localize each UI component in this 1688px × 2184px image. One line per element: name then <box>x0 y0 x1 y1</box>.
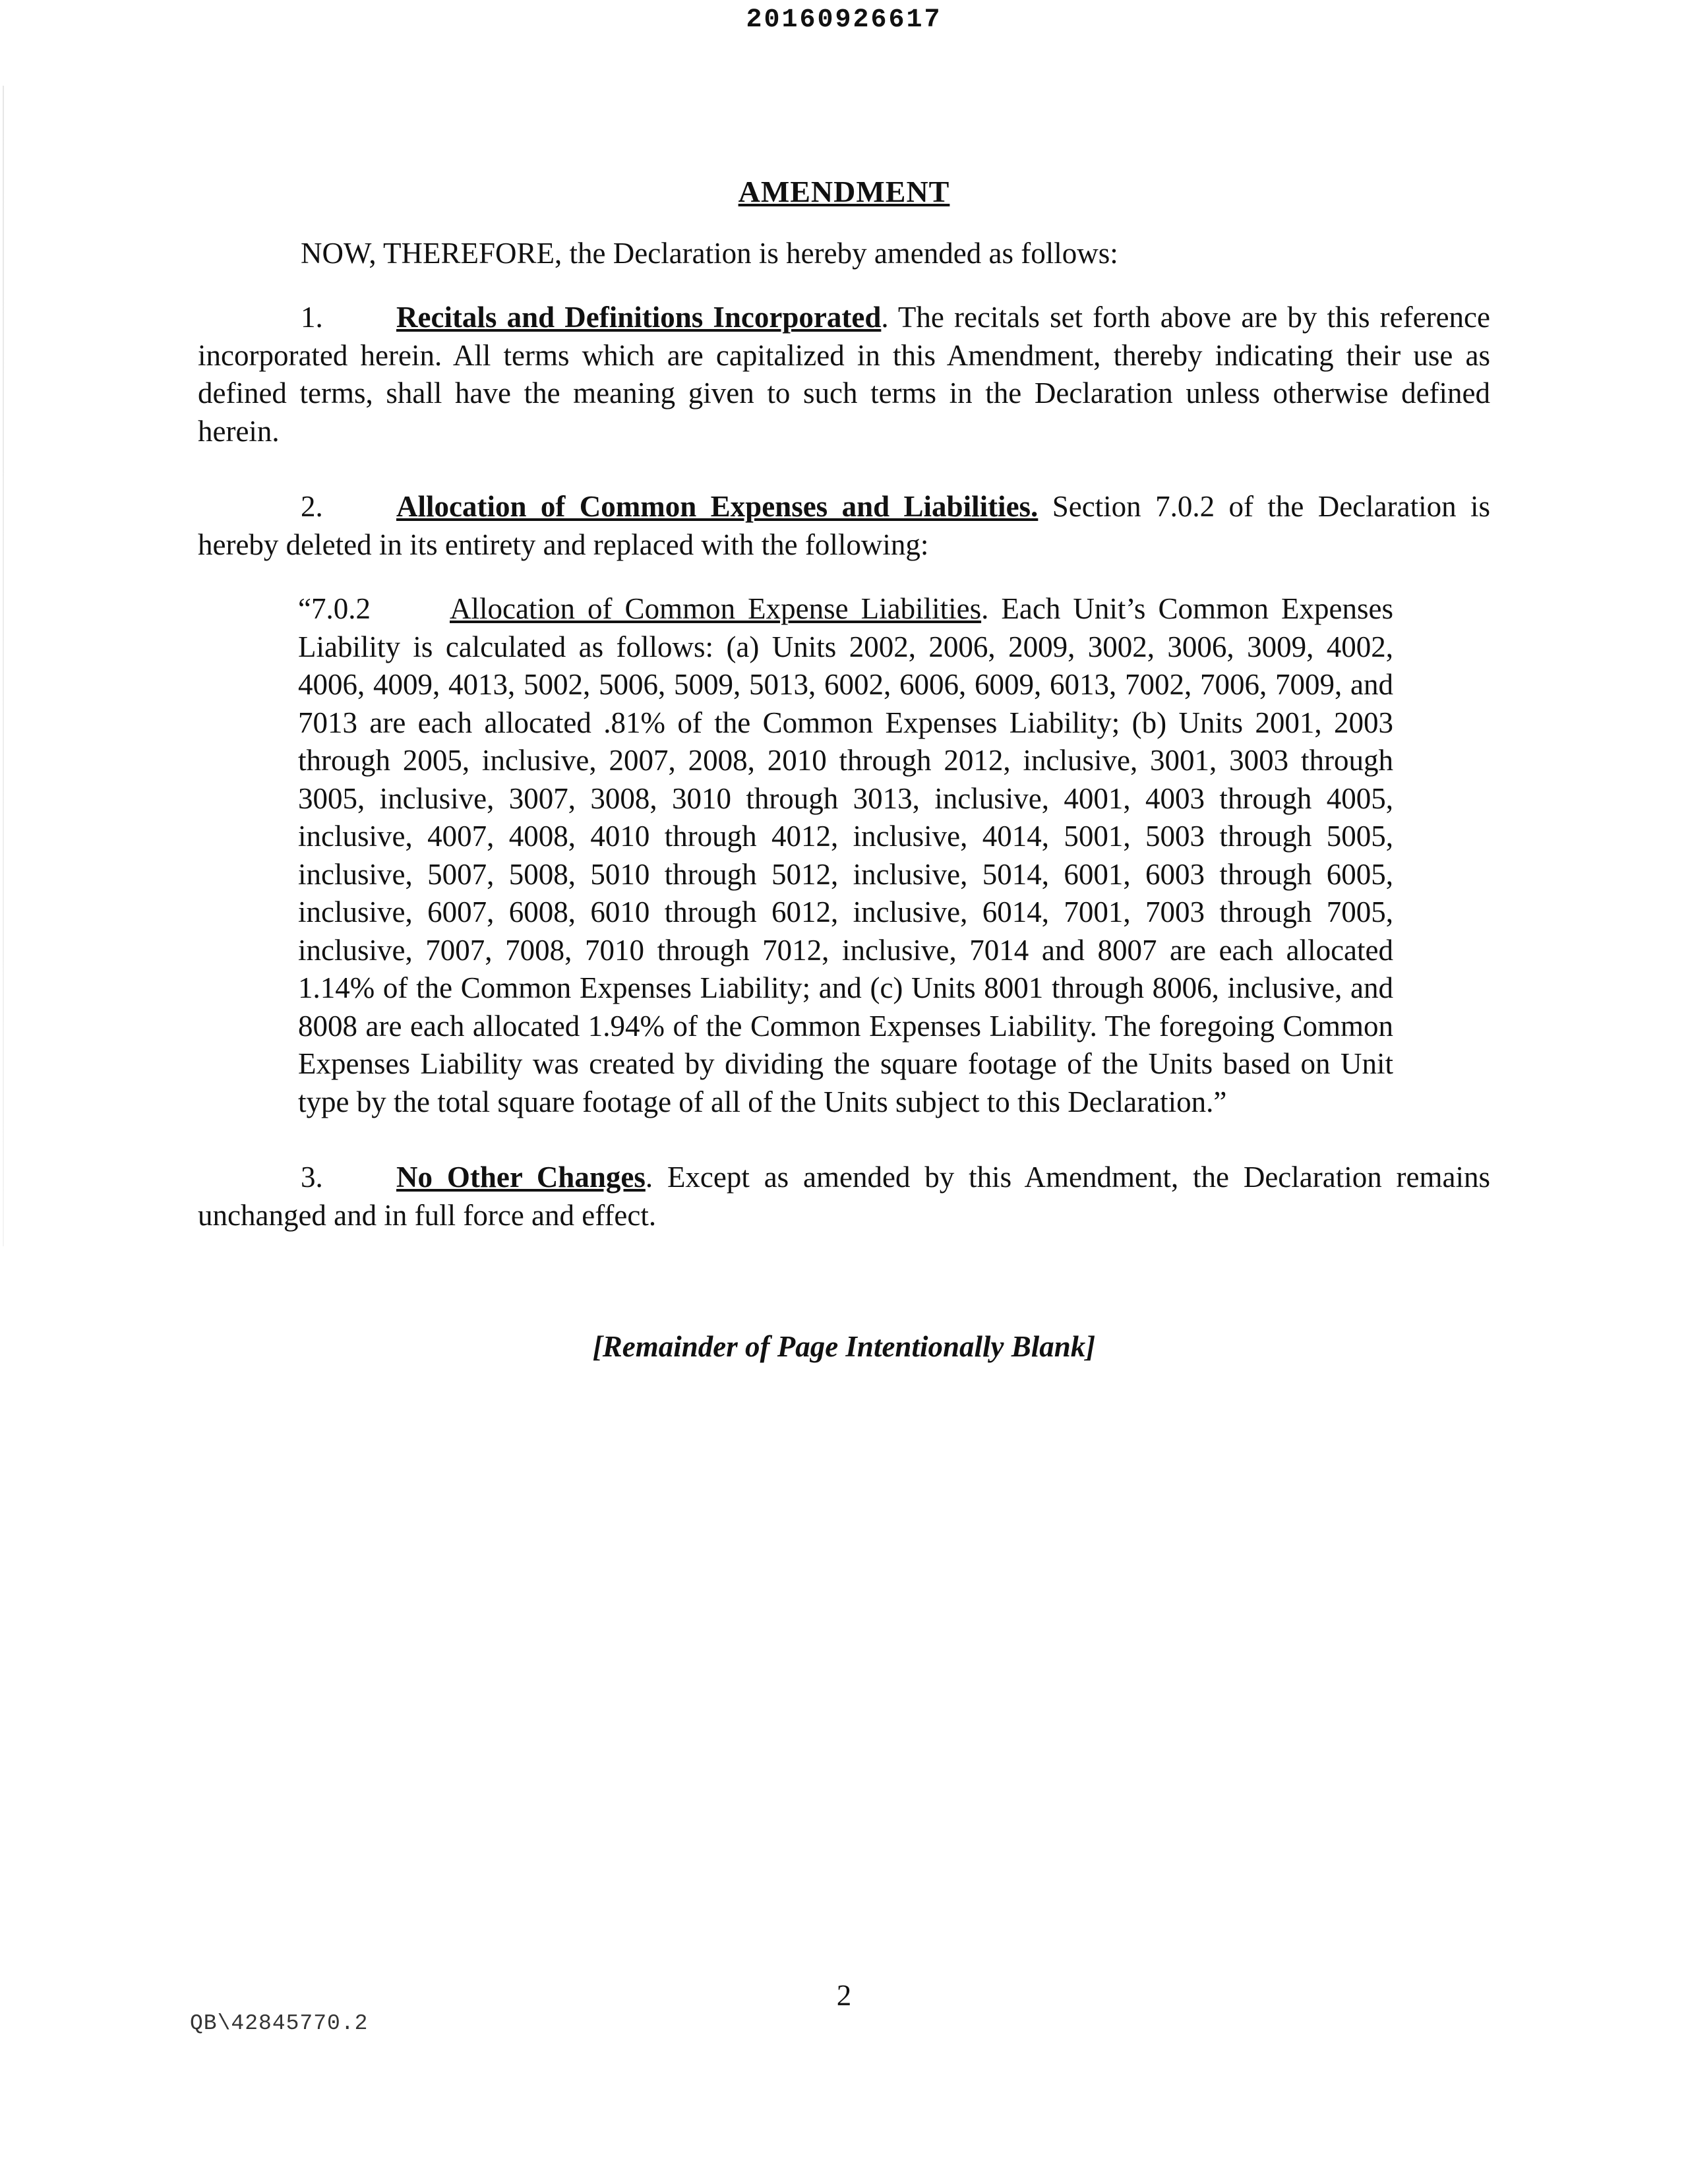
page-number: 2 <box>836 1979 852 2012</box>
section-2-number: 2. <box>301 490 323 523</box>
section-1-heading-suffix: . <box>881 301 889 334</box>
section-1-text: The recitals set forth above are by this reference incorporated herein. All terms which are capitalized in this Amendment, thereby indicating their use as defined terms, shall have the meaning given to such terms in the Declaration unless otherwise defined herein. <box>198 301 1490 448</box>
section-1 <box>198 299 1490 450</box>
section-2-heading: Allocation of Common Expenses and Liabilities. <box>396 490 1039 523</box>
document-body <box>198 173 1490 1366</box>
section-3-text: Except as amended by this Amendment, the Declaration remains unchanged and in full force and effect. <box>198 1161 1490 1232</box>
section-2-text: Section 7.0.2 of the Declaration is hereby deleted in its entirety and replaced with the following: <box>198 490 1491 561</box>
quoted-section-heading-suffix: . <box>981 592 989 625</box>
document-id: QB\42845770.2 <box>190 2011 369 2036</box>
section-3-number: 3. <box>301 1161 323 1194</box>
intro-paragraph: NOW, THEREFORE, the Declaration is hereby amended as follows: <box>301 236 1118 270</box>
section-3-heading-suffix: . <box>645 1161 653 1194</box>
quoted-section-number: “7.0.2 <box>298 592 371 625</box>
quoted-section-text: Each Unit’s Common Expenses Liability is calculated as follows: (a) Units 2002, 2006, 2009, 3002, 3006, 3009, 4002, 4006, 4009, 4013, 5002, 5006, 5009, 5013, 6002, 6006, 6009, 6013, 7002, 7006, 7009, and 7013 are each allocated .81% of the Common Expenses Liability; (b) Units 2001, 2003 through 2005, inclusive, 2007, 2008, 2010 through 2012, inclusive, 3001, 3003 through 3005, inclusive, 3007, 3008, 3010 through 3013, inclusive, 4001, 4003 through 4005, inclusive, 4007, 4008, 4010 through 4012, inclusive, 4014, 5001, 5003 through 5005, inclusive, 5007, 5008, 5010 through 5012, inclusive, 5014, 6001, 6003 through 6005, inclusive, 6007, 6008, 6010 through 6012, inclusive, 6014, 7001, 7003 through 7005, inclusive, 7007, 7008, 7010 through 7012, inclusive, 7014 and 8007 are each allocated 1.14% of the Common Expenses Liability; and (c) Units 8001 through 8006, inclusive, and 8008 are each allocated 1.94% of the Common Expenses Liability. The foregoing Common Expenses Liability was created by dividing the square footage of the Units based on Unit type by the total square footage of all of the Units subject to this Declaration.” <box>298 592 1393 1118</box>
quoted-section-7-0-2 <box>298 590 1393 1121</box>
section-3-heading: No Other Changes <box>396 1161 646 1194</box>
scan-edge-shadow <box>3 86 4 1246</box>
quoted-section-heading: Allocation of Common Expense Liabilities <box>450 592 982 625</box>
remainder-note: [Remainder of Page Intentionally Blank] <box>592 1330 1096 1363</box>
section-3 <box>198 1159 1490 1234</box>
section-2 <box>198 488 1490 564</box>
recording-number: 20160926617 <box>746 5 942 35</box>
section-1-number: 1. <box>301 301 323 334</box>
document-title: AMENDMENT <box>738 175 950 208</box>
section-1-heading: Recitals and Definitions Incorporated <box>396 301 882 334</box>
